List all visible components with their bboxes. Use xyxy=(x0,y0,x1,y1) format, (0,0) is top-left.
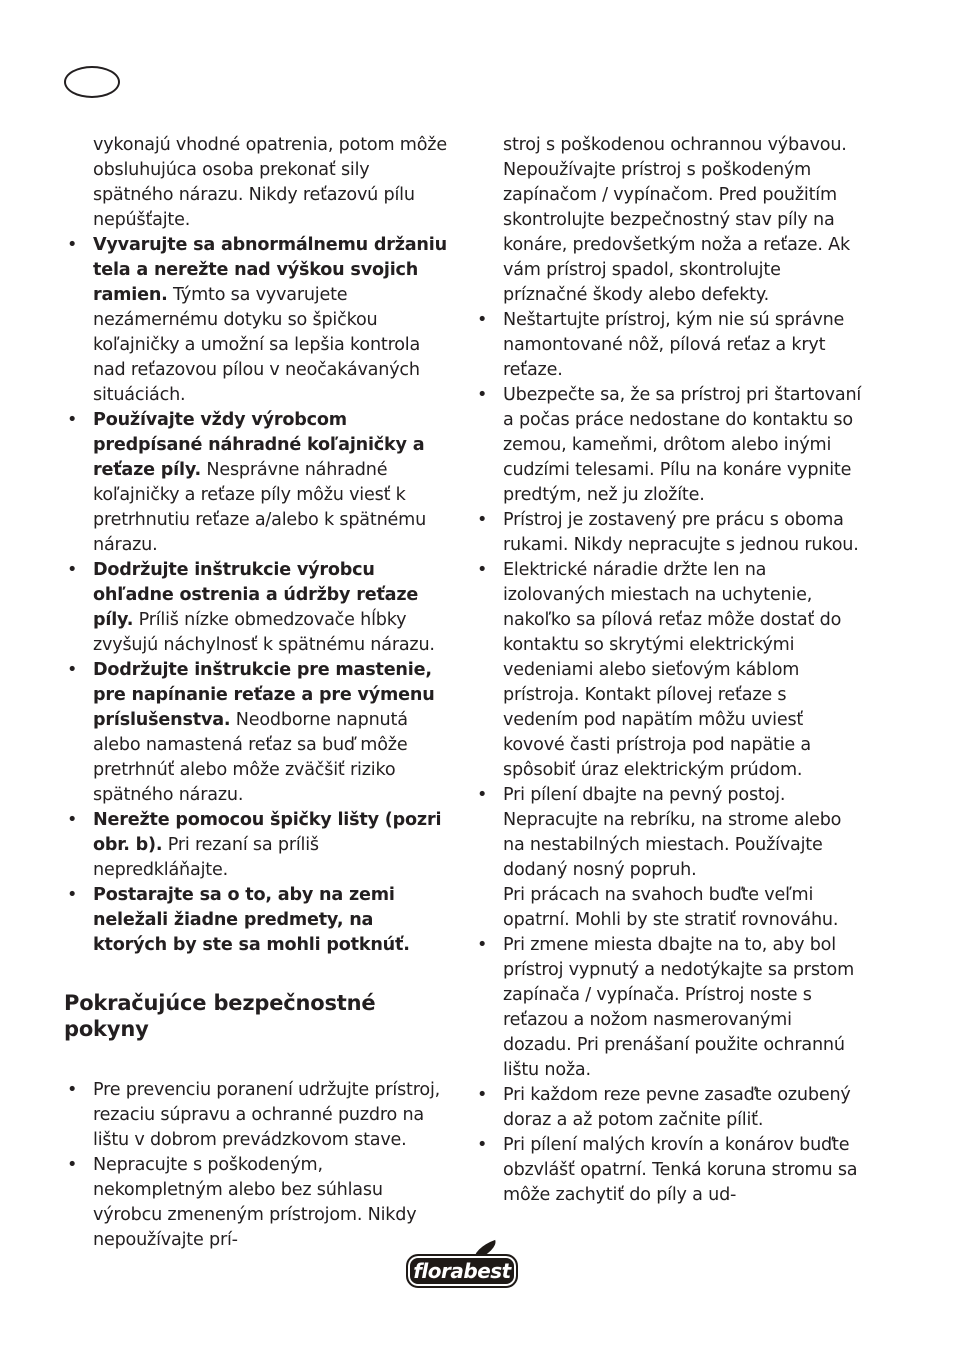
item-bold: Dodržujte inštrukcie výrobcu ohľadne ostrenia a údržby reťaze píly. xyxy=(93,560,419,630)
right-intro-paragraph: stroj s poškodenou ochrannou výbavou. Nepoužívajte prístroj s poškodeným zapínačom / vypínačom. Pred použitím skontrolujte bezpečnostný stav píly na konáre, predovšetkým noža a reťaze. Ak vám prístroj spadol, skontrolujte príznačné škody alebo defekty. xyxy=(503,135,851,305)
list-item xyxy=(474,783,862,933)
list-item: • Ubezpečte sa, že sa prístroj pri štartovaní a počas práce nedostane do kontaktu so zemou, kameňmi, drôtom alebo inými cudzími telesami. Pílu na konáre vypnite predtým, než ju zložíte. xyxy=(474,383,862,508)
list-item: • Neštartujte prístroj, kým nie sú správne namontované nôž, pílová reťaz a kryt reťaze. xyxy=(474,308,862,383)
item-bold: Dodržujte inštrukcie pre mastenie, pre napínanie reťaze a pre výmenu príslušenstva. xyxy=(93,660,435,730)
safety-list-3 xyxy=(474,308,862,1208)
list-item xyxy=(64,658,448,808)
logo-text: florabest xyxy=(413,1259,511,1283)
item-text: Týmto sa vyvarujete nezámernému dotyku so špičkou koľajničky a umožní sa lepšia kontrola nad reťazovou pílou v neočakávaných situáciách. xyxy=(93,285,421,405)
list-item xyxy=(64,408,448,558)
list-item: • Elektrické náradie držte len na izolovaných miestach na uchytenie, nakoľko sa pílová reťaz môže dostať do kontaktu so skrytými elektrickými vedeniami alebo sieťovým káblom prístroja. Kontakt pílovej reťaze s vedením pod napätím môžu uviesť kovové časti prístroja pod napätie a spôsobiť úraz elektrickým prúdom. xyxy=(474,558,862,783)
item-bold: Postarajte sa o to, aby na zemi neležali žiadne predmety, na ktorých by ste sa mohli potknúť. xyxy=(93,885,410,955)
list-item xyxy=(64,233,448,408)
brand-logo xyxy=(406,1254,518,1288)
item-text-extra: Pri prácach na svahoch buďte veľmi opatrní. Mohli by ste stratiť rovnováhu. xyxy=(503,885,839,930)
safety-list xyxy=(64,233,448,958)
item-text: Pri pílení dbajte na pevný postoj. Nepracujte na rebríku, na strome alebo na nestabilných miestach. Používajte dodaný nosný popruh. xyxy=(503,785,842,880)
list-item xyxy=(64,883,448,958)
right-column xyxy=(474,133,862,1208)
item-text: Neodborne napnutá alebo namastená reťaz sa buď môže pretrhnúť alebo môže zväčšiť riziko spätného nárazu. xyxy=(93,710,408,805)
safety-list-2 xyxy=(64,1078,448,1253)
item-text: Pri rezaní sa príliš nepredkláňajte. xyxy=(93,835,319,880)
section-heading: Pokračujúce bezpečnostné pokyny xyxy=(64,991,376,1041)
list-item: • Pre prevenciu poranení udržujte prístroj, rezaciu súpravu a ochranné puzdro na lištu v dobrom prevádzkovom stave. xyxy=(64,1078,448,1153)
item-bold: Nerežte pomocou špičky lišty (pozri obr. b). xyxy=(93,810,442,855)
left-column xyxy=(64,133,448,1253)
left-intro-paragraph: vykonajú vhodné opatrenia, potom môže obsluhujúca osoba prekonať sily spätného nárazu. Nikdy reťazovú pílu nepúšťajte. xyxy=(93,135,447,230)
item-bold: Používajte vždy výrobcom predpísané náhradné koľajničky a reťaze píly. xyxy=(93,410,425,480)
language-badge xyxy=(64,66,120,98)
list-item xyxy=(64,808,448,883)
list-item: • Prístroj je zostavený pre prácu s oboma rukami. Nikdy nepracujte s jednou rukou. xyxy=(474,508,862,558)
list-item: • Pri zmene miesta dbajte na to, aby bol prístroj vypnutý a nedotýkajte sa prstom zapínača / vypínača. Prístroj noste s reťazou a nožom nasmerovanými dozadu. Pri prenášaní použite ochrannú lištu noža. xyxy=(474,933,862,1083)
item-bold: Vyvarujte sa abnormálnemu držaniu tela a nerežte nad výškou svojich ramien. xyxy=(93,235,447,305)
list-item xyxy=(64,558,448,658)
item-text: Nesprávne náhradné koľajničky a reťaze píly môžu viesť k pretrhnutiu reťaze a/alebo k spätnému nárazu. xyxy=(93,460,427,555)
list-item: • Pri každom reze pevne zasaďte ozubený doraz a až potom začnite píliť. xyxy=(474,1083,862,1133)
list-item: • Pri pílení malých krovín a konárov buďte obzvlášť opatrní. Tenká koruna stromu sa môže zachytiť do píly a ud- xyxy=(474,1133,862,1208)
item-text: Príliš nízke obmedzovače hĺbky zvyšujú náchylnosť k spätnému nárazu. xyxy=(93,610,435,655)
list-item: • Nepracujte s poškodeným, nekompletným alebo bez súhlasu výrobcu zmeneným prístrojom. Nikdy nepoužívajte prí- xyxy=(64,1153,448,1253)
